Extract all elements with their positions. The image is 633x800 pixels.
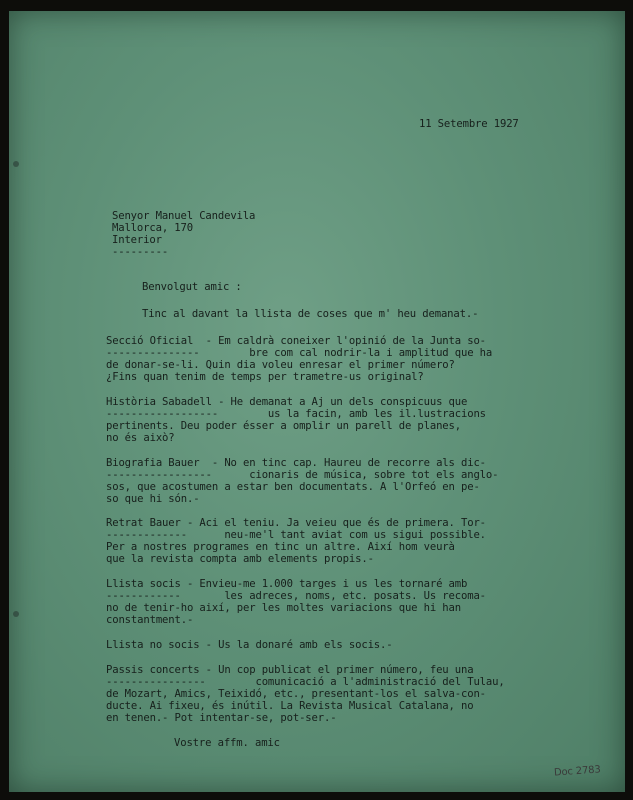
section-line: ------------- neu-me'l tant aviat com us sigui possible. xyxy=(106,529,486,541)
section-line: so que hi són.- xyxy=(106,493,200,505)
salutation: Benvolgut amic : xyxy=(142,281,242,293)
section-line: sos, que acostumen a estar ben documentats. A l'Orfeó en pe- xyxy=(106,481,480,493)
section-line: Passis concerts - Un cop publicat el primer número, feu una xyxy=(106,664,474,676)
section-line: Història Sabadell - He demanat a Aj un dels conspicuus que xyxy=(106,396,468,408)
section-line: Biografia Bauer - No en tinc cap. Haureu de recorre als dic- xyxy=(106,457,486,469)
section-line: ----------------- cionaris de música, sobre tot els anglo- xyxy=(106,469,499,481)
section-line: constantment.- xyxy=(106,614,194,626)
punch-hole xyxy=(13,611,19,617)
section-line: ---------------- comunicació a l'administració del Tulau, xyxy=(106,676,505,688)
letter-page xyxy=(9,11,625,792)
section-line: de Mozart, Amics, Teixidó, etc., presentant-los el salva-con- xyxy=(106,688,486,700)
section-line: ------------------ us la facin, amb les il.lustracions xyxy=(106,408,486,420)
section-line: Per a nostres programes en tinc un altre. Així hom veurà xyxy=(106,541,455,553)
letter-date: 11 Setembre 1927 xyxy=(419,118,519,130)
section-line: no és això? xyxy=(106,432,175,444)
punch-hole xyxy=(13,161,19,167)
address-line: Mallorca, 170 xyxy=(112,222,193,234)
section-line: no de tenir-ho així, per les moltes variacions que hi han xyxy=(106,602,461,614)
closing: Vostre affm. amic xyxy=(174,737,280,749)
section-line: ¿Fins quan tenim de temps per trametre-us original? xyxy=(106,371,424,383)
section-line: en tenen.- Pot intentar-se, pot-ser.- xyxy=(106,712,337,724)
section-line: --------------- bre com cal nodrir-la i amplitud que ha xyxy=(106,347,493,359)
address-line: Interior xyxy=(112,234,162,246)
section-line: Llista no socis - Us la donaré amb els socis.- xyxy=(106,639,393,651)
section-line: de donar-se-li. Quin dia voleu enresar el primer número? xyxy=(106,359,455,371)
archive-stamp: Doc 2783 xyxy=(553,764,602,779)
section-line: ducte. Ai fixeu, és inútil. La Revista Musical Catalana, no xyxy=(106,700,474,712)
section-line: Secció Oficial - Em caldrà coneixer l'opinió de la Junta so- xyxy=(106,335,486,347)
intro-paragraph: Tinc al davant la llista de coses que m' heu demanat.- xyxy=(142,308,479,320)
address-line: Senyor Manuel Candevila xyxy=(112,210,256,222)
section-line: pertinents. Deu poder ésser a omplir un parell de planes, xyxy=(106,420,461,432)
address-underline: --------- xyxy=(112,246,169,258)
section-line: ------------ les adreces, noms, etc. posats. Us recoma- xyxy=(106,590,486,602)
section-line: que la revista compta amb elements propis.- xyxy=(106,553,374,565)
section-line: Retrat Bauer - Aci el teniu. Ja veieu que és de primera. Tor- xyxy=(106,517,486,529)
section-line: Llista socis - Envieu-me 1.000 targes i us les tornaré amb xyxy=(106,578,468,590)
